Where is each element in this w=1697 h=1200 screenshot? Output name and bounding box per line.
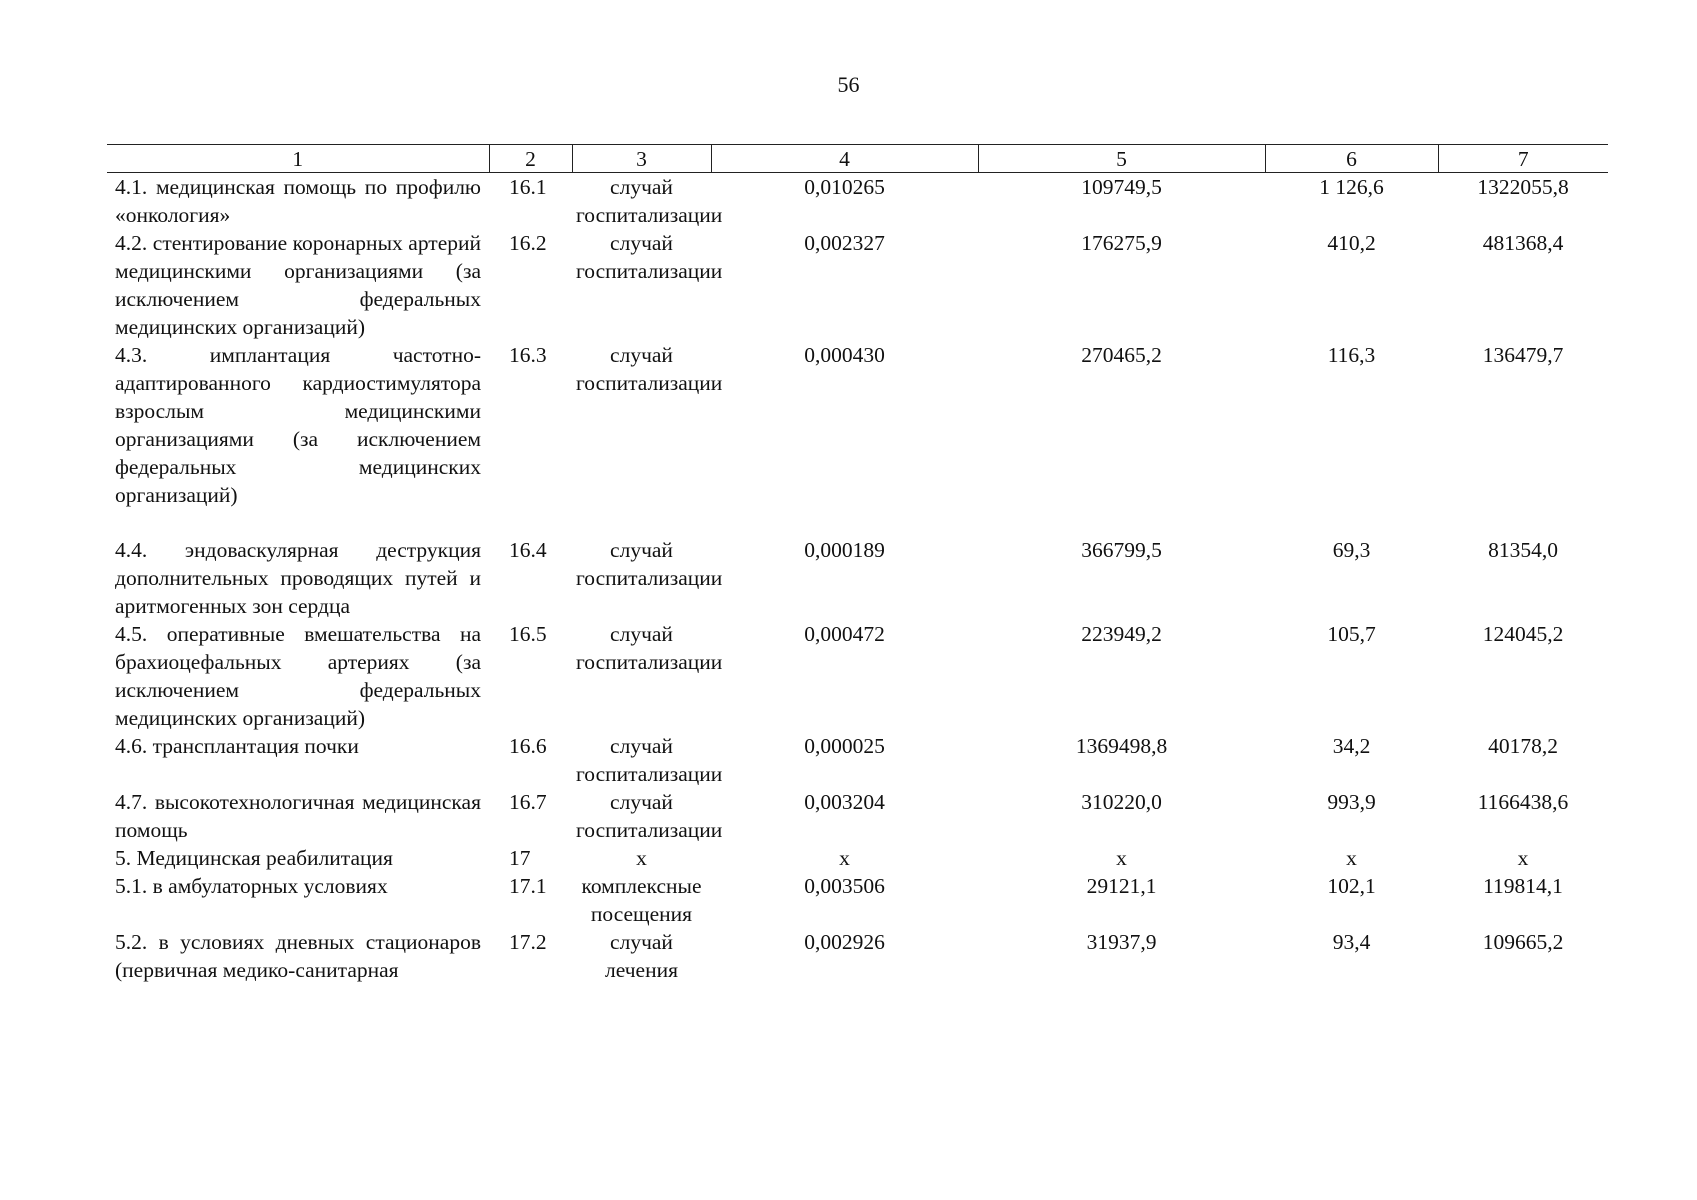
cell-col6: 93,4 <box>1332 930 1371 954</box>
cell-code: 16.5 <box>509 622 547 646</box>
cell-code: 16.2 <box>509 231 547 255</box>
column-header-6: 6 <box>1265 145 1438 173</box>
cell-name: 4.6. трансплантация почки <box>115 734 359 758</box>
cell-col7: 119814,1 <box>1483 874 1563 898</box>
cell-unit: случай лечения <box>605 930 678 982</box>
cell-col7: 136479,7 <box>1482 343 1564 367</box>
table-row <box>107 620 1608 732</box>
table-body <box>107 173 1608 985</box>
cell-col5: 310220,0 <box>1081 790 1162 814</box>
table-row <box>107 872 1608 928</box>
cell-name: 4.4. эндоваскулярная деструкция дополнительных проводящих путей и аритмогенных зон сердца <box>115 538 481 618</box>
cell-code: 17.1 <box>509 874 547 898</box>
cell-unit: случай госпитализации <box>576 175 723 227</box>
cell-col6: 105,7 <box>1327 622 1376 646</box>
cell-col5: х <box>1116 846 1127 870</box>
table-row <box>107 732 1608 788</box>
cell-unit: случай госпитализации <box>576 734 723 786</box>
column-header-3: 3 <box>572 145 711 173</box>
cell-unit: случай госпитализации <box>576 790 723 842</box>
page-number: 56 <box>837 72 860 97</box>
cell-col4: 0,003506 <box>804 874 885 898</box>
cell-unit: случай госпитализации <box>576 538 723 590</box>
cell-name: 4.2. стентирование коронарных артерий медицинскими организациями (за исключением федеральных медицинских организаций) <box>115 231 481 339</box>
table-row <box>107 788 1608 844</box>
cell-col6: х <box>1346 846 1357 870</box>
cell-unit: комплексные посещения <box>581 874 702 926</box>
cell-col5: 31937,9 <box>1086 930 1157 954</box>
cell-col4: 0,010265 <box>804 175 885 199</box>
cell-col6: 69,3 <box>1332 538 1371 562</box>
cell-col7: 81354,0 <box>1488 538 1558 562</box>
cell-col7: 481368,4 <box>1482 231 1564 255</box>
cell-col4: х <box>839 846 850 870</box>
cell-col6: 116,3 <box>1327 343 1376 367</box>
cell-col5: 366799,5 <box>1081 538 1162 562</box>
cell-col5: 1369498,8 <box>1075 734 1168 758</box>
cell-code: 17.2 <box>509 930 547 954</box>
header-row <box>107 145 1608 173</box>
cell-col6: 34,2 <box>1332 734 1371 758</box>
cell-name: 4.5. оперативные вмешательства на брахиоцефальных артериях (за исключением федеральных медицинских организаций) <box>115 622 481 730</box>
cell-col4: 0,000025 <box>804 734 885 758</box>
cell-col7: 109665,2 <box>1482 930 1564 954</box>
cell-code: 16.3 <box>509 343 547 367</box>
cell-code: 16.1 <box>509 175 547 199</box>
cell-unit: случай госпитализации <box>576 622 723 674</box>
cell-name: 5.1. в амбулаторных условиях <box>115 874 388 898</box>
cell-code: 16.6 <box>509 734 547 758</box>
column-header-4: 4 <box>711 145 978 173</box>
table-row <box>107 229 1608 341</box>
cell-col7: 40178,2 <box>1488 734 1558 758</box>
cell-col4: 0,000189 <box>804 538 885 562</box>
table-row <box>107 341 1608 536</box>
cell-unit: случай госпитализации <box>576 343 723 395</box>
cell-col4: 0,002327 <box>804 231 885 255</box>
cell-col5: 109749,5 <box>1081 175 1162 199</box>
cell-col5: 176275,9 <box>1081 231 1162 255</box>
cell-col4: 0,002926 <box>804 930 885 954</box>
cell-unit: случай госпитализации <box>576 231 723 283</box>
cell-col7: 124045,2 <box>1482 622 1564 646</box>
table-header <box>107 145 1608 173</box>
column-header-5: 5 <box>978 145 1265 173</box>
column-header-7: 7 <box>1438 145 1608 173</box>
column-header-1: 1 <box>107 145 489 173</box>
column-header-2: 2 <box>489 145 572 173</box>
table-row <box>107 844 1608 872</box>
cell-col7: 1322055,8 <box>1477 175 1569 199</box>
data-table <box>107 144 1608 984</box>
cell-name: 4.1. медицинская помощь по профилю «онкология» <box>115 175 481 227</box>
cell-unit: х <box>636 846 647 870</box>
cell-name: 5. Медицинская реабилитация <box>115 846 393 870</box>
cell-col4: 0,003204 <box>804 790 885 814</box>
cell-col6: 993,9 <box>1327 790 1376 814</box>
cell-name: 5.2. в условиях дневных стационаров (первичная медико-санитарная <box>115 930 481 982</box>
cell-name: 4.7. высокотехнологичная медицинская помощь <box>115 790 481 842</box>
cell-name: 4.3. имплантация частотно-адаптированного кардиостимулятора взрослым медицинскими организациями (за исключением федеральных медицинских организаций) <box>115 343 481 507</box>
cell-col5: 270465,2 <box>1081 343 1162 367</box>
cell-col5: 223949,2 <box>1081 622 1162 646</box>
cell-col6: 102,1 <box>1327 874 1376 898</box>
table-row <box>107 928 1608 984</box>
cell-code: 16.7 <box>509 790 547 814</box>
cell-col6: 410,2 <box>1327 231 1376 255</box>
cell-col7: 1166438,6 <box>1477 790 1569 814</box>
cell-col4: 0,000472 <box>804 622 885 646</box>
cell-col4: 0,000430 <box>804 343 885 367</box>
cell-code: 17 <box>509 846 531 870</box>
table-row <box>107 173 1608 230</box>
table-row <box>107 536 1608 620</box>
cell-code: 16.4 <box>509 538 547 562</box>
cell-col5: 29121,1 <box>1086 874 1157 898</box>
cell-col7: х <box>1517 846 1529 870</box>
cell-col6: 1 126,6 <box>1319 175 1384 199</box>
